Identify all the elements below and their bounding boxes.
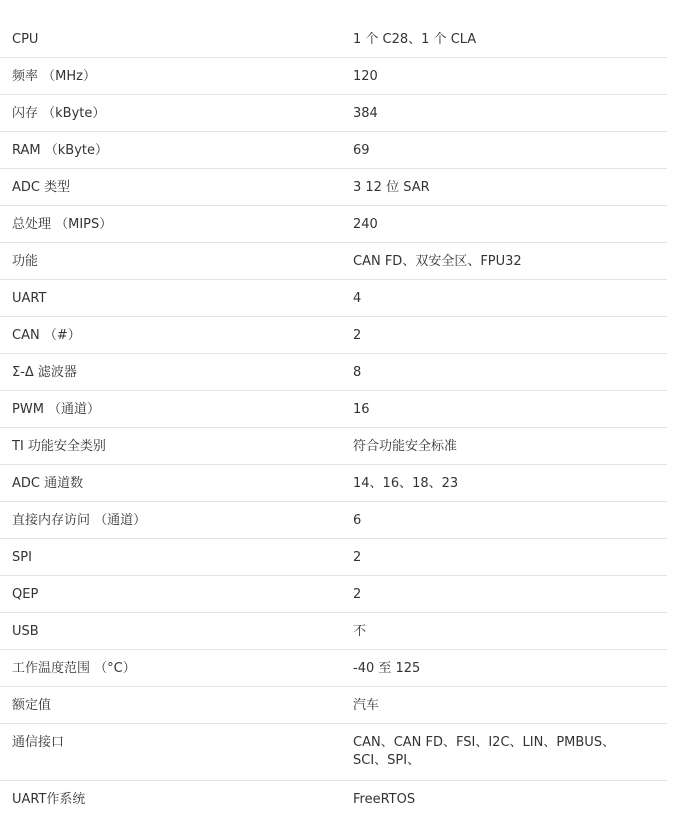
spec-value: 4 (353, 291, 362, 306)
spec-row-functional-safety (0, 428, 667, 465)
spec-value: 120 (353, 69, 378, 84)
spec-label: 额定值 (12, 698, 52, 713)
spec-row-comm-interfaces (0, 724, 667, 781)
spec-label: PWM （通道） (12, 402, 101, 417)
spec-row-adc-type (0, 169, 667, 206)
spec-label: 功能 (12, 254, 39, 269)
spec-value: 汽车 (353, 698, 380, 713)
spec-label: TI 功能安全类别 (12, 439, 106, 454)
spec-label: UART (12, 291, 47, 306)
spec-row-sigma-delta (0, 354, 667, 391)
spec-value: 2 (353, 587, 362, 602)
spec-table (0, 21, 667, 818)
spec-value: 240 (353, 217, 378, 232)
spec-value: 69 (353, 143, 370, 158)
spec-label: RAM （kByte） (12, 143, 108, 158)
spec-row-dma (0, 502, 667, 539)
spec-row-os (0, 781, 667, 818)
spec-value: CAN、CAN FD、FSI、I2C、LIN、PMBUS、SCI、SPI、 (353, 735, 616, 768)
spec-value: 不 (353, 624, 367, 639)
spec-row-total-processing (0, 206, 667, 243)
spec-row-temperature (0, 650, 667, 687)
spec-label: USB (12, 624, 39, 639)
spec-row-usb (0, 613, 667, 650)
spec-value: 384 (353, 106, 378, 121)
spec-value: 14、16、18、23 (353, 476, 459, 491)
spec-value: 1 个 C28、1 个 CLA (353, 32, 477, 47)
spec-row-frequency (0, 58, 667, 95)
spec-label: Σ-Δ 滤波器 (12, 365, 77, 380)
spec-value: 16 (353, 402, 370, 417)
spec-row-flash (0, 95, 667, 132)
spec-row-qep (0, 576, 667, 613)
spec-label: 工作温度范围 （°C） (12, 661, 136, 676)
spec-row-rating (0, 687, 667, 724)
spec-value: -40 至 125 (353, 661, 421, 676)
spec-value: 6 (353, 513, 362, 528)
spec-label: 频率 （MHz） (12, 69, 96, 84)
spec-label: 直接内存访问 （通道） (12, 513, 147, 528)
spec-value: 2 (353, 550, 362, 565)
spec-label: SPI (12, 550, 32, 565)
spec-value: 符合功能安全标准 (353, 439, 458, 454)
spec-value: 3 12 位 SAR (353, 180, 430, 195)
spec-label: UART作系统 (12, 792, 86, 807)
spec-row-features (0, 243, 667, 280)
spec-value: 8 (353, 365, 362, 380)
spec-label: QEP (12, 587, 39, 602)
spec-value: 2 (353, 328, 362, 343)
spec-label: 总处理 （MIPS） (12, 217, 113, 232)
spec-label: CAN （#） (12, 328, 81, 343)
spec-row-spi (0, 539, 667, 576)
spec-label: 通信接口 (12, 735, 65, 750)
spec-label: 闪存 （kByte） (12, 106, 106, 121)
spec-label: ADC 通道数 (12, 476, 84, 491)
spec-value: CAN FD、双安全区、FPU32 (353, 254, 522, 269)
spec-row-adc-channels (0, 465, 667, 502)
spec-row-ram (0, 132, 667, 169)
spec-row-uart (0, 280, 667, 317)
spec-row-pwm (0, 391, 667, 428)
spec-row-cpu (0, 21, 667, 58)
spec-row-can (0, 317, 667, 354)
spec-value: FreeRTOS (353, 792, 416, 807)
spec-label: ADC 类型 (12, 180, 71, 195)
spec-label: CPU (12, 32, 39, 47)
